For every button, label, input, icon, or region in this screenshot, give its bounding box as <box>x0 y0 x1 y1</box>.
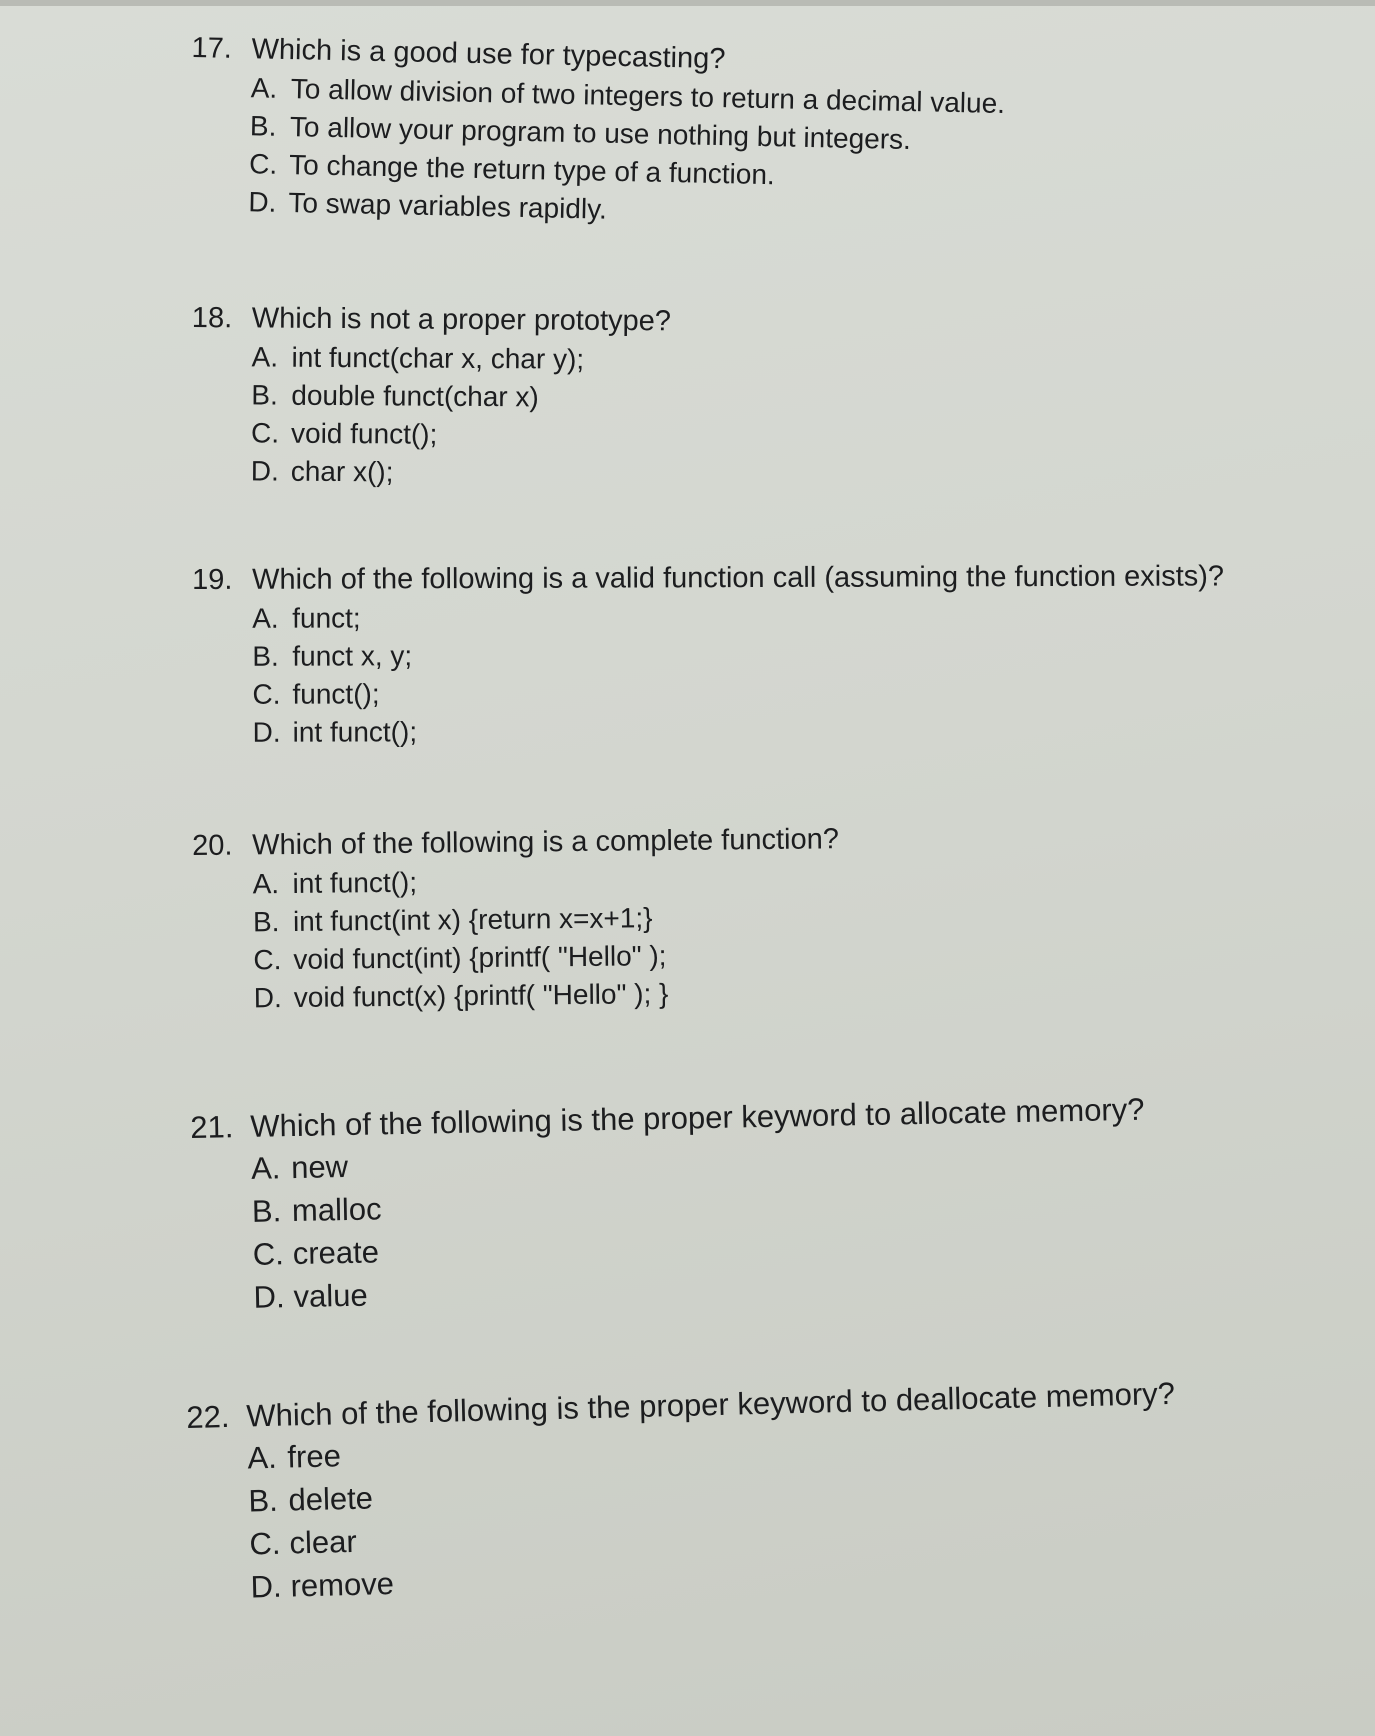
option-text: void funct(int) {printf( "Hello" ); <box>293 940 667 975</box>
option-letter: C. <box>250 417 280 449</box>
question-19 <box>192 558 1373 752</box>
option-text: To allow division of two integers to return a decimal value. <box>290 73 1006 120</box>
option-text: new <box>290 1148 349 1186</box>
question-text: Which of the following is the proper keyword to deallocate memory? <box>245 1375 1176 1434</box>
option-text: void funct(); <box>290 417 438 450</box>
option-letter: A. <box>250 1150 281 1186</box>
option-text: funct x, y; <box>292 640 413 672</box>
option-letter: A. <box>252 602 279 634</box>
paper-top-edge <box>0 0 1375 6</box>
option-text: void funct(x) {printf( "Hello" ); } <box>293 978 669 1013</box>
option-letter: A. <box>250 72 278 104</box>
option-text: int funct(); <box>292 866 418 899</box>
question-text: Which of the following is a complete function? <box>252 823 840 862</box>
option-text: clear <box>289 1523 358 1561</box>
option-letter: C. <box>249 1525 281 1562</box>
question-20 <box>192 816 1374 1018</box>
option-c <box>251 414 1371 460</box>
question-text: Which is not a proper prototype? <box>251 302 672 338</box>
option-letter: A. <box>252 868 280 900</box>
option-letter: B. <box>252 640 279 672</box>
answer-options <box>248 69 1371 244</box>
option-text: int funct(char x, char y); <box>291 341 585 375</box>
option-letter: D. <box>250 455 279 487</box>
option-letter: D. <box>250 1568 283 1605</box>
option-text: To allow your program to use nothing but integers. <box>289 111 912 156</box>
option-text: int funct(int x) {return x=x+1;} <box>292 902 653 937</box>
option-letter: B. <box>251 1193 282 1229</box>
option-c <box>252 672 1372 714</box>
option-text: value <box>293 1277 369 1315</box>
answer-options <box>251 1125 1374 1318</box>
option-text: To change the return type of a function. <box>288 149 776 191</box>
option-text: funct(); <box>292 678 380 710</box>
option-letter: C. <box>253 944 282 976</box>
question-number: 17. <box>191 31 233 65</box>
option-letter: D. <box>252 716 281 748</box>
question-text: Which is a good use for typecasting? <box>251 33 726 76</box>
option-letter: D. <box>253 1279 285 1315</box>
question-text: Which of the following is a valid function call (assuming the function exists)? <box>252 560 1225 596</box>
answer-options <box>252 596 1373 752</box>
option-b <box>252 634 1372 676</box>
question-text: Which of the following is the proper keyword to allocate memory? <box>249 1091 1145 1144</box>
question-17 <box>188 30 1372 245</box>
option-text: remove <box>290 1565 395 1604</box>
option-letter: A. <box>247 1439 278 1476</box>
question-number: 22. <box>186 1398 230 1435</box>
option-letter: C. <box>248 148 278 180</box>
question-number: 21. <box>190 1109 234 1145</box>
question-number: 18. <box>191 301 233 335</box>
option-a <box>252 596 1372 638</box>
option-text: free <box>286 1438 342 1475</box>
option-letter: B. <box>248 1482 279 1519</box>
option-letter: D. <box>248 186 277 218</box>
option-text: To swap variables rapidly. <box>288 187 608 225</box>
option-text: int funct(); <box>292 716 418 748</box>
option-letter: B. <box>251 379 278 411</box>
option-d <box>251 452 1371 498</box>
option-letter: A. <box>251 341 279 373</box>
question-18 <box>191 300 1372 498</box>
option-text: funct; <box>292 602 361 634</box>
option-text: double funct(char x) <box>291 379 539 413</box>
question-22 <box>186 1371 1371 1610</box>
option-letter: B. <box>249 110 277 142</box>
option-text: delete <box>288 1480 374 1518</box>
question-stem <box>192 558 1372 598</box>
option-letter: D. <box>253 982 282 1014</box>
option-letter: B. <box>252 906 280 938</box>
option-text: create <box>292 1234 380 1272</box>
answer-options <box>252 854 1374 1018</box>
question-21 <box>190 1087 1374 1320</box>
question-number: 19. <box>192 563 233 596</box>
question-number: 20. <box>192 829 233 862</box>
option-letter: C. <box>252 1236 285 1272</box>
answer-options <box>247 1409 1371 1608</box>
option-text: malloc <box>291 1191 382 1229</box>
question-stem <box>192 300 1372 344</box>
option-d <box>253 710 1373 752</box>
option-text: char x(); <box>290 455 394 488</box>
answer-options <box>251 338 1372 498</box>
option-letter: C. <box>252 678 281 710</box>
